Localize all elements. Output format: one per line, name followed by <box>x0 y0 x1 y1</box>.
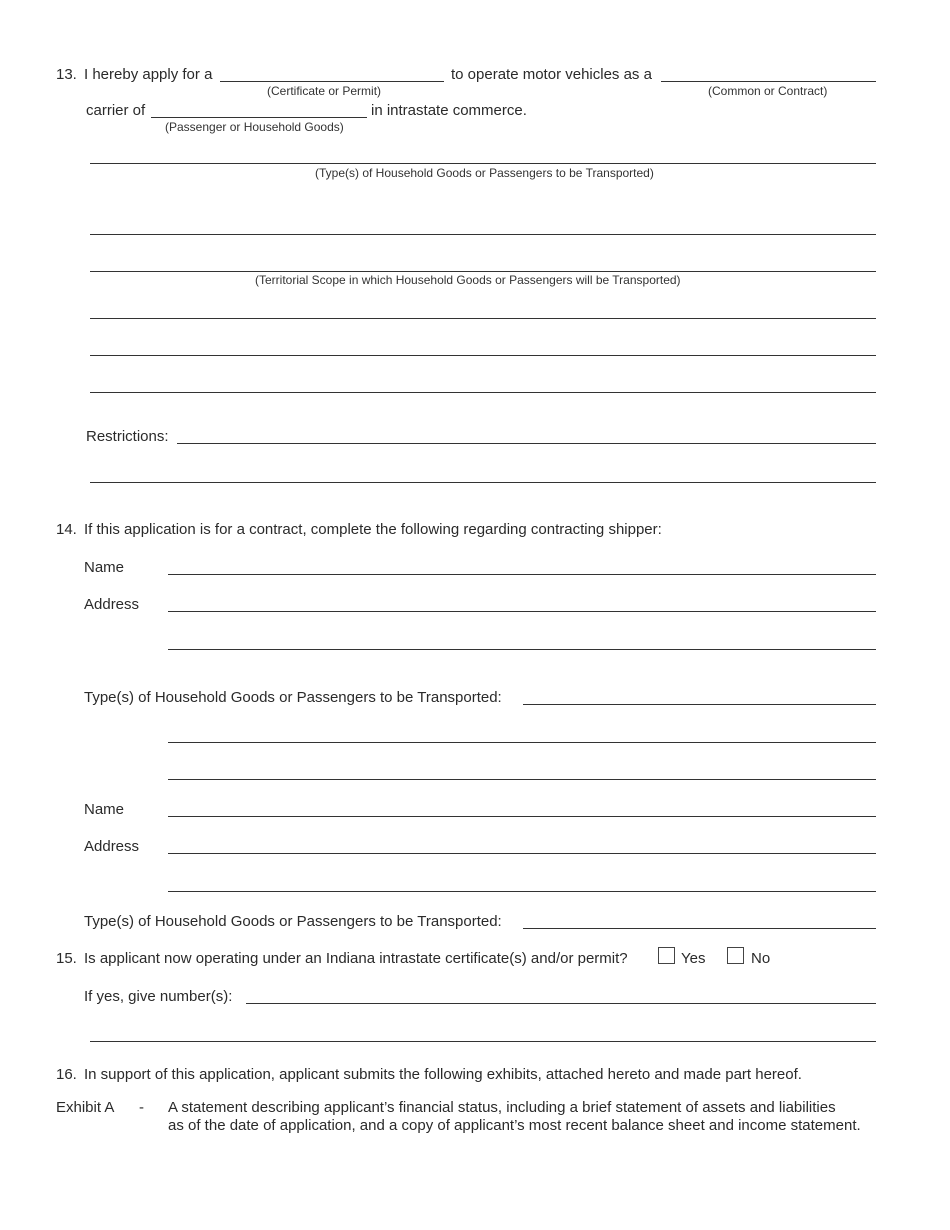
shipper-types-line-3[interactable] <box>168 779 876 780</box>
q15-number: 15. <box>56 950 77 967</box>
q13-apply-prefix: I hereby apply for a <box>84 66 213 83</box>
types-caption: (Type(s) of Household Goods or Passengers to be Transported) <box>315 166 654 180</box>
address-label: Address <box>84 596 140 613</box>
name-label: Name <box>84 801 125 818</box>
q16-text: In support of this application, applicant submits the following exhibits, attached hereto and made part hereof. <box>84 1066 802 1083</box>
blank-line[interactable] <box>90 318 876 319</box>
territorial-line[interactable] <box>90 271 876 272</box>
shipper-2-name-field[interactable] <box>168 816 876 817</box>
shipper-2-address-line-2[interactable] <box>168 891 876 892</box>
q14-text: If this application is for a contract, complete the following regarding contracting shipper: <box>84 521 662 538</box>
passenger-caption: (Passenger or Household Goods) <box>165 120 344 134</box>
q13-apply-middle: to operate motor vehicles as a <box>451 66 652 83</box>
shipper-address-field[interactable] <box>168 611 876 612</box>
exhibit-a-line-1: A statement describing applicant’s financial status, including a brief statement of assets and liabilities <box>168 1099 836 1116</box>
shipper-name-field[interactable] <box>168 574 876 575</box>
address-label: Address <box>84 838 140 855</box>
blank-line[interactable] <box>90 392 876 393</box>
shipper-2-types-field[interactable] <box>523 928 876 929</box>
yes-checkbox[interactable] <box>658 947 675 964</box>
types-label: Type(s) of Household Goods or Passengers to be Transported: <box>84 913 502 930</box>
common-or-contract-field[interactable] <box>661 81 876 82</box>
blank-line[interactable] <box>90 234 876 235</box>
q14-number: 14. <box>56 521 77 538</box>
yes-label: Yes <box>681 950 706 967</box>
carrier-prefix: carrier of <box>86 102 146 119</box>
restrictions-label: Restrictions: <box>86 428 169 445</box>
restrictions-field[interactable] <box>177 443 876 444</box>
blank-line[interactable] <box>90 355 876 356</box>
if-yes-label: If yes, give number(s): <box>84 988 233 1005</box>
permit-numbers-field[interactable] <box>246 1003 876 1004</box>
territorial-caption: (Territorial Scope in which Household Goods or Passengers will be Transported) <box>255 273 681 287</box>
blank-line[interactable] <box>90 482 876 483</box>
certificate-or-permit-field[interactable] <box>220 81 444 82</box>
passenger-or-goods-field[interactable] <box>151 117 367 118</box>
exhibit-a-dash: - <box>139 1099 144 1116</box>
types-line[interactable] <box>90 163 876 164</box>
q13-number: 13. <box>56 66 77 83</box>
certificate-caption: (Certificate or Permit) <box>267 84 382 98</box>
shipper-types-field[interactable] <box>523 704 876 705</box>
q16-number: 16. <box>56 1066 77 1083</box>
shipper-2-address-field[interactable] <box>168 853 876 854</box>
name-label: Name <box>84 559 125 576</box>
shipper-types-line-2[interactable] <box>168 742 876 743</box>
exhibit-a-line-2: as of the date of application, and a copy of applicant’s most recent balance sheet and income statement. <box>168 1117 861 1134</box>
shipper-address-line-2[interactable] <box>168 649 876 650</box>
carrier-suffix: in intrastate commerce. <box>371 102 527 119</box>
exhibit-a-label: Exhibit A <box>56 1099 115 1116</box>
types-label: Type(s) of Household Goods or Passengers to be Transported: <box>84 689 502 706</box>
common-caption: (Common or Contract) <box>708 84 828 98</box>
permit-numbers-line-2[interactable] <box>90 1041 876 1042</box>
q15-text: Is applicant now operating under an Indiana intrastate certificate(s) and/or permit? <box>84 950 628 967</box>
no-checkbox[interactable] <box>727 947 744 964</box>
no-label: No <box>751 950 771 967</box>
